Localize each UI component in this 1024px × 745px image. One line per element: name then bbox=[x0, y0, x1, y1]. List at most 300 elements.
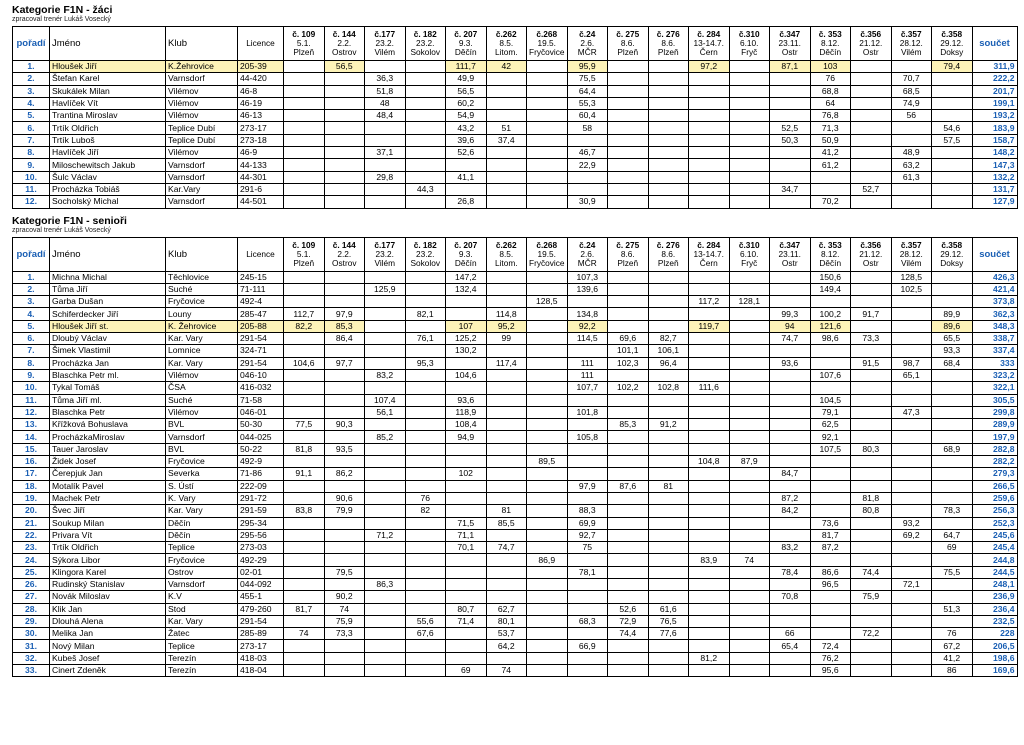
score-cell bbox=[648, 468, 689, 480]
score-cell bbox=[689, 578, 730, 590]
score-cell bbox=[527, 505, 568, 517]
score-cell: 80,1 bbox=[486, 615, 527, 627]
score-cell bbox=[486, 147, 527, 159]
score-cell bbox=[729, 85, 770, 97]
total-cell: 236,9 bbox=[972, 591, 1017, 603]
score-cell: 83,2 bbox=[770, 542, 811, 554]
score-cell bbox=[486, 159, 527, 171]
score-cell: 76 bbox=[810, 73, 851, 85]
total-cell: 245,4 bbox=[972, 542, 1017, 554]
rank-cell: 9. bbox=[13, 369, 50, 381]
score-cell bbox=[729, 566, 770, 578]
rank-cell: 18. bbox=[13, 480, 50, 492]
score-cell bbox=[689, 122, 730, 134]
score-cell bbox=[527, 628, 568, 640]
score-cell bbox=[770, 171, 811, 183]
score-cell bbox=[527, 394, 568, 406]
score-cell: 53,7 bbox=[486, 628, 527, 640]
score-cell: 98,7 bbox=[891, 357, 932, 369]
event-header bbox=[446, 27, 487, 61]
rank-cell: 7. bbox=[13, 345, 50, 357]
score-cell bbox=[365, 122, 406, 134]
score-cell: 98,6 bbox=[810, 333, 851, 345]
score-cell bbox=[324, 283, 365, 295]
club-cell: Teplice Dubí bbox=[166, 122, 238, 134]
score-cell bbox=[486, 283, 527, 295]
score-cell bbox=[851, 578, 892, 590]
score-cell bbox=[446, 456, 487, 468]
event-place: Doksy bbox=[940, 47, 964, 57]
score-cell bbox=[932, 591, 973, 603]
score-cell: 97,9 bbox=[324, 308, 365, 320]
score-cell: 111 bbox=[567, 369, 608, 381]
score-cell: 55,6 bbox=[405, 615, 446, 627]
score-cell: 43,2 bbox=[446, 122, 487, 134]
score-cell bbox=[689, 603, 730, 615]
score-cell bbox=[891, 603, 932, 615]
score-cell bbox=[689, 110, 730, 122]
event-number: č.268 bbox=[536, 239, 558, 250]
event-date: 2.6. bbox=[580, 38, 595, 48]
score-cell bbox=[405, 122, 446, 134]
score-cell: 22,9 bbox=[567, 159, 608, 171]
total-cell: 131,7 bbox=[972, 183, 1017, 195]
score-cell: 82 bbox=[405, 505, 446, 517]
score-cell: 67,6 bbox=[405, 628, 446, 640]
score-cell bbox=[405, 443, 446, 455]
event-number: č.310 bbox=[738, 239, 760, 250]
total-cell: 421,4 bbox=[972, 283, 1017, 295]
event-date: 19.5. bbox=[537, 38, 556, 48]
score-cell bbox=[608, 369, 649, 381]
event-place: Ostr bbox=[862, 47, 879, 57]
event-header bbox=[810, 237, 851, 271]
event-date: 28.12. bbox=[899, 38, 923, 48]
name-cell: Skukálek Milan bbox=[50, 85, 166, 97]
score-cell bbox=[284, 283, 325, 295]
score-cell: 96,4 bbox=[648, 357, 689, 369]
score-cell: 107,6 bbox=[810, 369, 851, 381]
score-cell: 51,3 bbox=[932, 603, 973, 615]
score-cell bbox=[770, 406, 811, 418]
score-cell bbox=[486, 529, 527, 541]
score-cell: 52,6 bbox=[446, 147, 487, 159]
rank-cell: 15. bbox=[13, 443, 50, 455]
score-cell bbox=[608, 652, 649, 664]
score-cell bbox=[284, 345, 325, 357]
score-cell bbox=[284, 615, 325, 627]
score-cell bbox=[648, 431, 689, 443]
score-cell bbox=[851, 73, 892, 85]
rank-cell: 14. bbox=[13, 431, 50, 443]
rank-header: pořadí bbox=[13, 27, 50, 61]
score-cell bbox=[851, 665, 892, 677]
score-cell bbox=[810, 296, 851, 308]
score-cell: 121,6 bbox=[810, 320, 851, 332]
score-cell: 64,4 bbox=[567, 85, 608, 97]
score-cell bbox=[324, 147, 365, 159]
score-cell bbox=[365, 61, 406, 73]
score-cell bbox=[851, 419, 892, 431]
score-cell: 72,9 bbox=[608, 615, 649, 627]
score-cell bbox=[689, 443, 730, 455]
table-row bbox=[13, 566, 1018, 578]
license-cell: 273-17 bbox=[238, 122, 284, 134]
score-cell bbox=[689, 308, 730, 320]
score-cell: 83,2 bbox=[365, 369, 406, 381]
event-header bbox=[729, 27, 770, 61]
score-cell: 76,8 bbox=[810, 110, 851, 122]
score-cell bbox=[365, 296, 406, 308]
score-cell bbox=[446, 159, 487, 171]
score-cell bbox=[365, 591, 406, 603]
score-cell bbox=[365, 615, 406, 627]
score-cell bbox=[810, 591, 851, 603]
score-cell bbox=[446, 308, 487, 320]
event-header bbox=[851, 237, 892, 271]
club-cell: Suché bbox=[166, 394, 238, 406]
score-cell: 48,9 bbox=[891, 147, 932, 159]
score-cell bbox=[365, 333, 406, 345]
score-cell bbox=[689, 419, 730, 431]
event-date: 8.5. bbox=[499, 38, 514, 48]
score-cell: 58 bbox=[567, 122, 608, 134]
score-cell: 85,5 bbox=[486, 517, 527, 529]
score-cell bbox=[689, 369, 730, 381]
score-cell: 55,3 bbox=[567, 97, 608, 109]
table-row bbox=[13, 665, 1018, 677]
table-row bbox=[13, 468, 1018, 480]
score-cell bbox=[770, 369, 811, 381]
score-cell bbox=[446, 505, 487, 517]
event-header bbox=[567, 237, 608, 271]
score-cell: 83,8 bbox=[284, 505, 325, 517]
score-cell: 78,3 bbox=[932, 505, 973, 517]
name-cell: Židek Josef bbox=[50, 456, 166, 468]
name-cell: Kubeš Josef bbox=[50, 652, 166, 664]
score-cell: 71,3 bbox=[810, 122, 851, 134]
score-cell: 114,5 bbox=[567, 333, 608, 345]
score-cell bbox=[405, 591, 446, 603]
table-row bbox=[13, 652, 1018, 664]
score-cell: 90,2 bbox=[324, 591, 365, 603]
score-cell bbox=[689, 468, 730, 480]
rank-cell: 10. bbox=[13, 171, 50, 183]
name-cell: Soukup Milan bbox=[50, 517, 166, 529]
score-cell bbox=[770, 603, 811, 615]
score-cell bbox=[608, 171, 649, 183]
club-header: Klub bbox=[166, 27, 238, 61]
event-place: Ostr bbox=[781, 257, 798, 268]
club-cell: Terezín bbox=[166, 652, 238, 664]
table-row bbox=[13, 394, 1018, 406]
license-cell: 205-39 bbox=[238, 61, 284, 73]
event-place: Litom. bbox=[494, 257, 518, 268]
event-number: č.358 bbox=[941, 239, 963, 250]
license-cell: 71-111 bbox=[238, 283, 284, 295]
table-row bbox=[13, 578, 1018, 590]
score-cell bbox=[527, 369, 568, 381]
total-cell: 197,9 bbox=[972, 431, 1017, 443]
score-cell: 101,1 bbox=[608, 345, 649, 357]
score-cell: 79,4 bbox=[932, 61, 973, 73]
score-cell: 79,9 bbox=[324, 505, 365, 517]
score-cell bbox=[567, 456, 608, 468]
score-cell: 42 bbox=[486, 61, 527, 73]
score-cell bbox=[405, 196, 446, 208]
score-cell: 44,3 bbox=[405, 183, 446, 195]
score-cell bbox=[486, 419, 527, 431]
license-cell: 71-86 bbox=[238, 468, 284, 480]
score-cell bbox=[405, 480, 446, 492]
table-row bbox=[13, 357, 1018, 369]
license-cell: 492-4 bbox=[238, 296, 284, 308]
score-cell: 73,3 bbox=[851, 333, 892, 345]
event-number: č.24 bbox=[579, 239, 596, 250]
event-place: Fryčovice bbox=[529, 47, 565, 57]
score-cell bbox=[851, 603, 892, 615]
score-cell bbox=[608, 61, 649, 73]
name-cell: Klingora Karel bbox=[50, 566, 166, 578]
score-cell bbox=[729, 159, 770, 171]
name-cell: Křížková Bohuslava bbox=[50, 419, 166, 431]
score-cell: 65,4 bbox=[770, 640, 811, 652]
score-cell bbox=[932, 110, 973, 122]
score-cell bbox=[527, 492, 568, 504]
table-row bbox=[13, 628, 1018, 640]
total-cell: 266,5 bbox=[972, 480, 1017, 492]
table-row bbox=[13, 61, 1018, 73]
club-cell: Vilémov bbox=[166, 406, 238, 418]
score-cell: 94 bbox=[770, 320, 811, 332]
score-cell: 128,1 bbox=[729, 296, 770, 308]
score-cell: 46,7 bbox=[567, 147, 608, 159]
score-cell: 50,9 bbox=[810, 134, 851, 146]
score-cell bbox=[689, 271, 730, 283]
score-cell bbox=[689, 480, 730, 492]
score-cell bbox=[486, 110, 527, 122]
score-cell bbox=[284, 431, 325, 443]
score-cell bbox=[608, 97, 649, 109]
score-cell bbox=[851, 159, 892, 171]
score-cell bbox=[365, 652, 406, 664]
event-number: č.262 bbox=[495, 239, 517, 250]
score-cell bbox=[527, 640, 568, 652]
score-cell bbox=[324, 542, 365, 554]
name-cell: Trantina Miroslav bbox=[50, 110, 166, 122]
score-cell: 68,3 bbox=[567, 615, 608, 627]
total-cell: 252,3 bbox=[972, 517, 1017, 529]
score-cell bbox=[405, 296, 446, 308]
score-cell bbox=[891, 456, 932, 468]
score-cell bbox=[932, 147, 973, 159]
score-cell bbox=[527, 85, 568, 97]
score-cell: 74,7 bbox=[770, 333, 811, 345]
license-cell: 044-092 bbox=[238, 578, 284, 590]
score-cell bbox=[851, 468, 892, 480]
score-cell bbox=[284, 110, 325, 122]
score-cell bbox=[527, 603, 568, 615]
club-cell: K. Žehrovice bbox=[166, 320, 238, 332]
club-cell: Fryčovice bbox=[166, 456, 238, 468]
license-cell: 295-34 bbox=[238, 517, 284, 529]
score-cell: 61,3 bbox=[891, 171, 932, 183]
score-cell bbox=[851, 283, 892, 295]
score-cell bbox=[405, 652, 446, 664]
score-cell bbox=[324, 171, 365, 183]
score-cell bbox=[932, 369, 973, 381]
score-cell: 87,9 bbox=[729, 456, 770, 468]
score-cell bbox=[527, 357, 568, 369]
score-cell: 72,4 bbox=[810, 640, 851, 652]
score-cell bbox=[851, 554, 892, 566]
score-cell: 88,3 bbox=[567, 505, 608, 517]
score-cell: 68,5 bbox=[891, 85, 932, 97]
score-cell bbox=[527, 122, 568, 134]
score-cell: 76 bbox=[932, 628, 973, 640]
event-date: 8.6. bbox=[661, 38, 676, 48]
score-cell bbox=[729, 147, 770, 159]
score-cell bbox=[932, 73, 973, 85]
score-cell: 111,7 bbox=[446, 61, 487, 73]
event-number: č.310 bbox=[738, 29, 760, 39]
score-cell bbox=[527, 183, 568, 195]
score-cell bbox=[608, 134, 649, 146]
event-place: Vilém bbox=[374, 47, 396, 57]
event-date: 29.12. bbox=[940, 248, 964, 259]
score-cell: 89,5 bbox=[527, 456, 568, 468]
score-cell bbox=[851, 122, 892, 134]
total-cell: 222,2 bbox=[972, 73, 1017, 85]
license-header: Licence bbox=[238, 27, 284, 61]
total-cell: 183,9 bbox=[972, 122, 1017, 134]
event-place: Fryč bbox=[741, 47, 758, 57]
score-cell bbox=[932, 382, 973, 394]
score-cell: 61,2 bbox=[810, 159, 851, 171]
license-cell: 273-03 bbox=[238, 542, 284, 554]
score-cell bbox=[648, 554, 689, 566]
event-place: Ostrov bbox=[332, 257, 357, 268]
license-cell: 46-13 bbox=[238, 110, 284, 122]
score-cell bbox=[608, 183, 649, 195]
table-row bbox=[13, 542, 1018, 554]
club-cell: Kar. Vary bbox=[166, 357, 238, 369]
table-row bbox=[13, 97, 1018, 109]
score-cell bbox=[608, 492, 649, 504]
rank-cell: 4. bbox=[13, 308, 50, 320]
score-cell bbox=[932, 159, 973, 171]
score-cell bbox=[527, 382, 568, 394]
total-cell: 299,8 bbox=[972, 406, 1017, 418]
total-cell: 337,4 bbox=[972, 345, 1017, 357]
score-cell bbox=[405, 73, 446, 85]
event-number: č. 353 bbox=[818, 29, 842, 39]
score-cell bbox=[405, 382, 446, 394]
name-cell: Motalík Pavel bbox=[50, 480, 166, 492]
score-cell bbox=[324, 159, 365, 171]
score-cell bbox=[365, 542, 406, 554]
score-cell: 85,3 bbox=[324, 320, 365, 332]
license-cell: 324-71 bbox=[238, 345, 284, 357]
name-cell: Rudinský Stanislav bbox=[50, 578, 166, 590]
score-cell bbox=[729, 419, 770, 431]
score-cell bbox=[770, 283, 811, 295]
score-cell: 64 bbox=[810, 97, 851, 109]
event-header bbox=[405, 237, 446, 271]
score-cell bbox=[648, 529, 689, 541]
event-header bbox=[324, 27, 365, 61]
rank-cell: 30. bbox=[13, 628, 50, 640]
score-cell: 80,7 bbox=[446, 603, 487, 615]
score-cell bbox=[891, 382, 932, 394]
score-cell: 36,3 bbox=[365, 73, 406, 85]
license-cell: 291-54 bbox=[238, 333, 284, 345]
score-cell bbox=[648, 296, 689, 308]
score-cell bbox=[567, 296, 608, 308]
license-cell: 046-01 bbox=[238, 406, 284, 418]
score-cell bbox=[729, 61, 770, 73]
score-cell bbox=[648, 320, 689, 332]
event-place: Plzeň bbox=[293, 257, 315, 268]
event-number: č.357 bbox=[900, 29, 922, 39]
score-cell bbox=[405, 283, 446, 295]
score-cell bbox=[405, 369, 446, 381]
club-header: Klub bbox=[166, 237, 238, 271]
score-cell bbox=[446, 443, 487, 455]
score-cell: 54,9 bbox=[446, 110, 487, 122]
event-number: č. 353 bbox=[818, 239, 842, 250]
score-cell bbox=[648, 492, 689, 504]
score-cell: 69,2 bbox=[891, 529, 932, 541]
score-cell bbox=[527, 308, 568, 320]
score-cell bbox=[365, 345, 406, 357]
score-cell bbox=[608, 640, 649, 652]
score-cell: 81,8 bbox=[851, 492, 892, 504]
score-cell bbox=[405, 159, 446, 171]
score-cell bbox=[567, 603, 608, 615]
score-cell: 71,2 bbox=[365, 529, 406, 541]
score-cell bbox=[851, 110, 892, 122]
score-cell bbox=[729, 542, 770, 554]
score-cell bbox=[729, 171, 770, 183]
score-cell bbox=[405, 665, 446, 677]
score-cell bbox=[365, 159, 406, 171]
name-cell: Trtík Oldřich bbox=[50, 122, 166, 134]
score-cell bbox=[527, 271, 568, 283]
score-cell bbox=[891, 333, 932, 345]
score-cell bbox=[608, 566, 649, 578]
license-cell: 285-47 bbox=[238, 308, 284, 320]
score-cell bbox=[608, 283, 649, 295]
score-cell bbox=[729, 394, 770, 406]
score-cell bbox=[446, 628, 487, 640]
club-cell: K.Žehrovice bbox=[166, 61, 238, 73]
score-cell: 86,9 bbox=[527, 554, 568, 566]
license-cell: 291-6 bbox=[238, 183, 284, 195]
club-cell: K.V bbox=[166, 591, 238, 603]
score-cell bbox=[648, 283, 689, 295]
score-cell bbox=[648, 159, 689, 171]
score-cell bbox=[567, 468, 608, 480]
score-cell bbox=[729, 480, 770, 492]
score-cell bbox=[284, 406, 325, 418]
score-cell bbox=[284, 271, 325, 283]
club-cell: Vilémov bbox=[166, 97, 238, 109]
score-cell bbox=[446, 591, 487, 603]
event-number: č. 182 bbox=[413, 29, 437, 39]
score-cell bbox=[608, 110, 649, 122]
event-place: Čern bbox=[699, 47, 718, 57]
